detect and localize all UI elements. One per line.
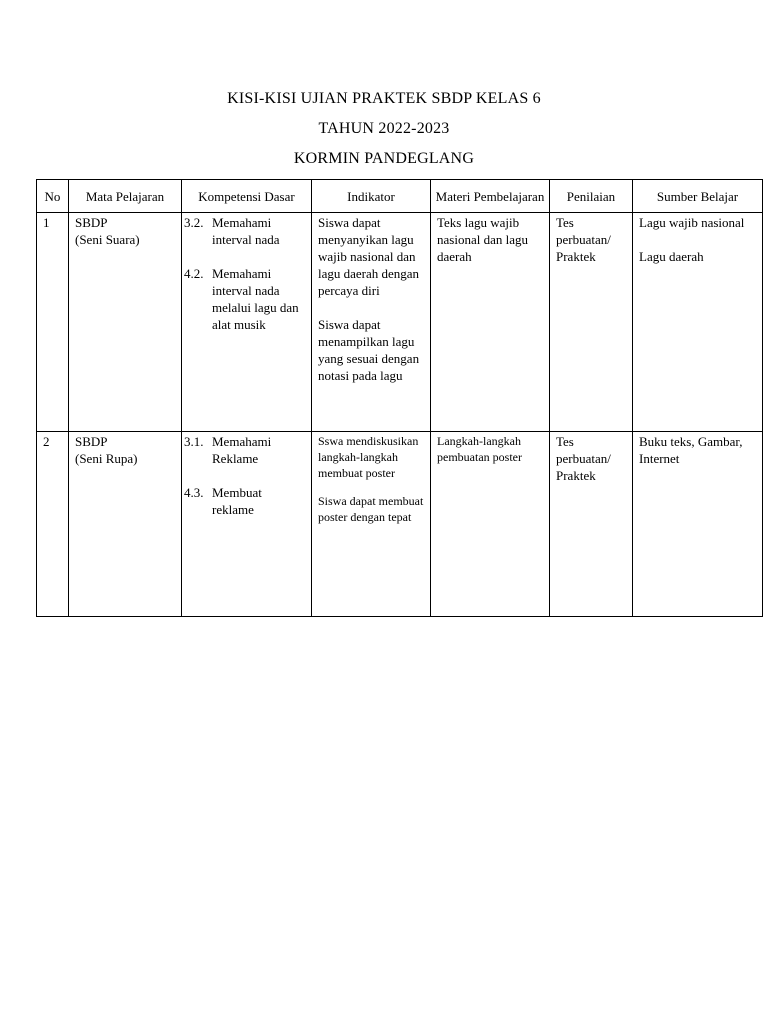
cell-sumber <box>633 432 763 617</box>
cell-mapel <box>69 213 182 432</box>
mapel-name: SBDP <box>75 434 108 449</box>
kd-text: Memahami interval nada <box>212 215 280 247</box>
cell-mapel <box>69 432 182 617</box>
column-header-kd: Kompetensi Dasar <box>182 180 312 213</box>
kd-number: 3.2. <box>184 215 204 230</box>
cell-penilaian: Tes perbuatan/ Praktek <box>550 213 633 432</box>
column-header-no: No <box>37 180 69 213</box>
document-header <box>0 84 768 174</box>
column-header-materi: Materi Pembelajaran <box>431 180 550 213</box>
table-row <box>37 213 763 432</box>
cell-kd <box>182 432 312 617</box>
cell-penilaian: Tes perbuatan/ Praktek <box>550 432 633 617</box>
cell-kd <box>182 213 312 432</box>
kisi-kisi-table <box>36 179 763 617</box>
cell-sumber <box>633 213 763 432</box>
indikator-item: Siswa dapat membuat poster dengan tepat <box>318 494 424 524</box>
kd-number: 3.1. <box>184 434 204 449</box>
kd-item <box>184 214 305 248</box>
kd-number: 4.3. <box>184 485 204 500</box>
cell-no: 1 <box>37 213 69 432</box>
column-header-mapel: Mata Pelajaran <box>69 180 182 213</box>
document-title: KISI-KISI UJIAN PRAKTEK SBDP KELAS 6 <box>227 90 541 107</box>
kd-text: Memahami Reklame <box>212 434 272 466</box>
mapel-sub: (Seni Rupa) <box>75 451 138 466</box>
mapel-name: SBDP <box>75 215 108 230</box>
kd-text: Memahami interval nada melalui lagu dan alat musik <box>212 266 299 332</box>
kd-item <box>184 433 305 467</box>
kd-item <box>184 484 305 518</box>
cell-materi: Langkah-langkah pembuatan poster <box>431 432 550 617</box>
kd-text: Membuat reklame <box>212 485 262 517</box>
sumber-item: Lagu daerah <box>639 249 704 264</box>
document-institution: KORMIN PANDEGLANG <box>293 150 475 167</box>
table-header-row <box>37 180 763 213</box>
cell-materi: Teks lagu wajib nasional dan lagu daerah <box>431 213 550 432</box>
cell-indikator <box>312 213 431 432</box>
sumber-item: Lagu wajib nasional <box>639 215 745 230</box>
indikator-item: Siswa dapat menyanyikan lagu wajib nasional dan lagu daerah dengan percaya diri <box>318 215 420 298</box>
column-header-penilaian: Penilaian <box>550 180 633 213</box>
mapel-sub: (Seni Suara) <box>75 232 140 247</box>
indikator-item: Sswa mendiskusikan langkah-langkah membuat poster <box>318 434 419 480</box>
column-header-sumber: Sumber Belajar <box>633 180 763 213</box>
column-header-indikator: Indikator <box>312 180 431 213</box>
table-row <box>37 432 763 617</box>
document-year: TAHUN 2022-2023 <box>318 120 450 137</box>
kd-item <box>184 265 305 333</box>
cell-no: 2 <box>37 432 69 617</box>
sumber-item: Buku teks, Gambar, Internet <box>639 434 743 466</box>
cell-indikator <box>312 432 431 617</box>
indikator-item: Siswa dapat menampilkan lagu yang sesuai dengan notasi pada lagu <box>318 317 420 383</box>
kd-number: 4.2. <box>184 266 204 281</box>
